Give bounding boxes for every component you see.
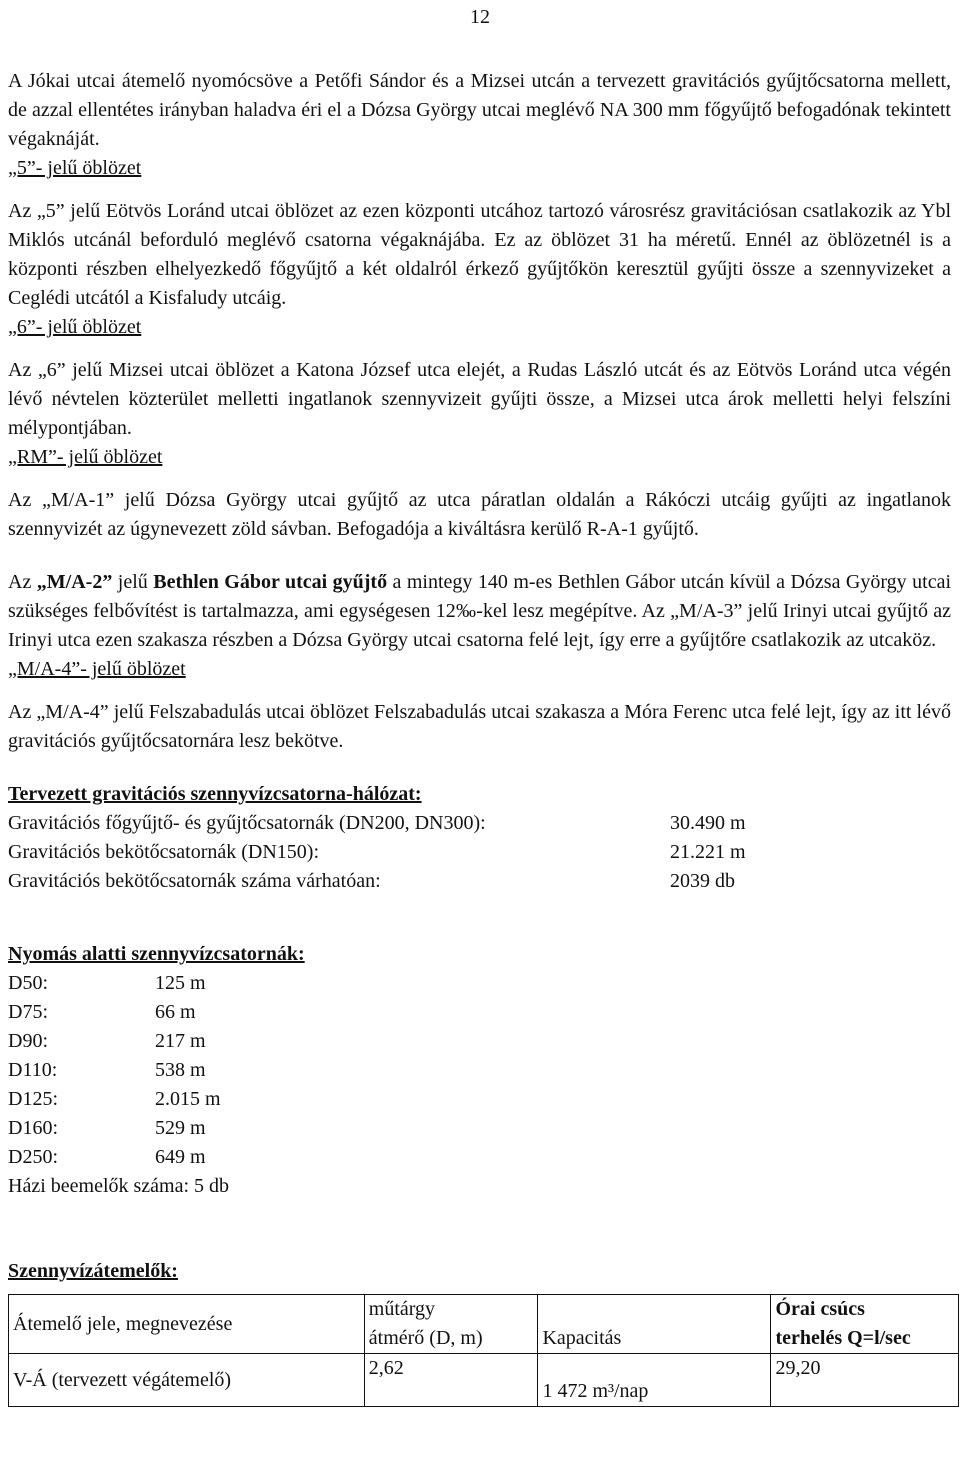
pump-section [8,1257,951,1407]
pump-name: V-Á (tervezett végátemelő) [9,1354,365,1407]
ma2-text-2: jelű [112,571,154,593]
heading-6: „6”- jelű öblözet [8,316,142,338]
gravity-row: Gravitációs főgyűjtő- és gyűjtőcsatornák (DN200, DN300): 30.490 m [8,812,746,834]
paragraph-rm: Az „M/A-1” jelű Dózsa György utcai gyűjtő az utca páratlan oldalán a Rákóczi utcáig gyűjti az ingatlanok szennyvizét az úgynevezett zöld sávban. Befogadója a kiváltásra kerülő R-A-1 gyűjtő. [8,489,951,540]
gravity-row: Gravitációs bekötőcsatornák száma várhatóan: 2039 db [8,870,735,892]
pressure-section [8,940,951,1201]
header-peak: Órai csúcs terhelés Q=l/sec [771,1295,959,1354]
pump-diameter: 2,62 [364,1354,538,1407]
ma2-text-3: a mintegy 140 m-es Bethlen Gábor utcán kívül a Dózsa György utcai szükséges felbővítést is tartalmazza, ami egységesen 12‰-kel lesz megépítve. Az „M/A-3” jelű Irinyi utcai gyűjtő az Irinyi utca ezen szakasza részben a Dózsa György utcai csatorna felé lejt, így erre a gyűjtőre csatlakozik az utcaköz. [8,571,951,651]
pressure-row: D50: 125 m [8,972,206,994]
paragraph-6: Az „6” jelű Mizsei utcai öblözet a Katona József utca elejét, a Rudas László utcát és az Eötvös Loránd utca végén lévő névtelen közterület melletti ingatlanok szennyvizeit gyűjti össze, a Mizsei utca árok melletti helyi felszíni mélypontjában. [8,359,951,439]
ma2-text-1: Az [8,571,37,593]
page-number: 12 [470,6,490,28]
document-body [8,67,951,1407]
heading-rm: „RM”- jelű öblözet [8,446,163,468]
paragraph-ma4: Az „M/A-4” jelű Felszabadulás utcai öblözet Felszabadulás utcai szakasza a Móra Ferenc utca felé lejt, így az itt lévő gravitációs gyűjtőcsatornára lesz bekötve. [8,701,951,752]
pressure-title: Nyomás alatti szennyvízcsatornák: [8,943,305,965]
header-name: Átemelő jele, megnevezése [9,1295,365,1354]
pressure-row: D110: 538 m [8,1059,206,1081]
paragraph-intro: A Jókai utcai átemelő nyomócsöve a Petőfi Sándor és a Mizsei utcán a tervezett gravitációs gyűjtőcsatorna mellett, de azzal ellentétes irányban haladva éri el a Dózsa György utcai meglévő NA 300 mm főgyűjtő befogadónak tekintett végaknáját. [8,70,951,150]
house-pumps-count: Házi beemelők száma: 5 db [8,1175,230,1197]
pressure-row: D125: 2.015 m [8,1088,221,1110]
pump-capacity: 1 472 m³/nap [538,1354,771,1407]
header-diameter: műtárgy átmérő (D, m) [364,1295,538,1354]
heading-5: „5”- jelű öblözet [8,157,142,179]
paragraph-5: Az „5” jelű Eötvös Loránd utcai öblözet az ezen központi utcához tartozó városrész gravitációsan csatlakozik az Ybl Miklós utcánál beforduló meglévő csatorna végaknájába. Ez az öblözet 31 ha méretű. Ennél az öblözetnél is a központi részben elhelyezkedő főgyűjtő a két oldalról érkező gyűjtőkön keresztül gyűjti össze a szennyvizeket a Ceglédi utcától a Kisfaludy utcáig. [8,200,951,309]
table-row [9,1354,959,1407]
pump-table [8,1294,959,1407]
pressure-row: D75: 66 m [8,1001,196,1023]
pressure-row: D90: 217 m [8,1030,206,1052]
gravity-title: Tervezett gravitációs szennyvízcsatorna-hálózat: [8,783,422,805]
header-capacity: Kapacitás [538,1295,771,1354]
pump-title: Szennyvízátemelők: [8,1260,178,1282]
ma2-bold-2: Bethlen Gábor utcai gyűjtő [153,571,388,593]
paragraph-ma2 [8,568,951,655]
heading-ma4: „M/A-4”- jelű öblözet [8,658,186,680]
gravity-section [8,780,951,896]
pressure-row: D160: 529 m [8,1117,206,1139]
pump-table-header [9,1295,959,1354]
gravity-row: Gravitációs bekötőcsatornák (DN150): 21.221 m [8,841,746,863]
pressure-row: D250: 649 m [8,1146,206,1168]
pump-peak: 29,20 [771,1354,959,1407]
ma2-bold-1: „M/A-2” [36,571,113,593]
